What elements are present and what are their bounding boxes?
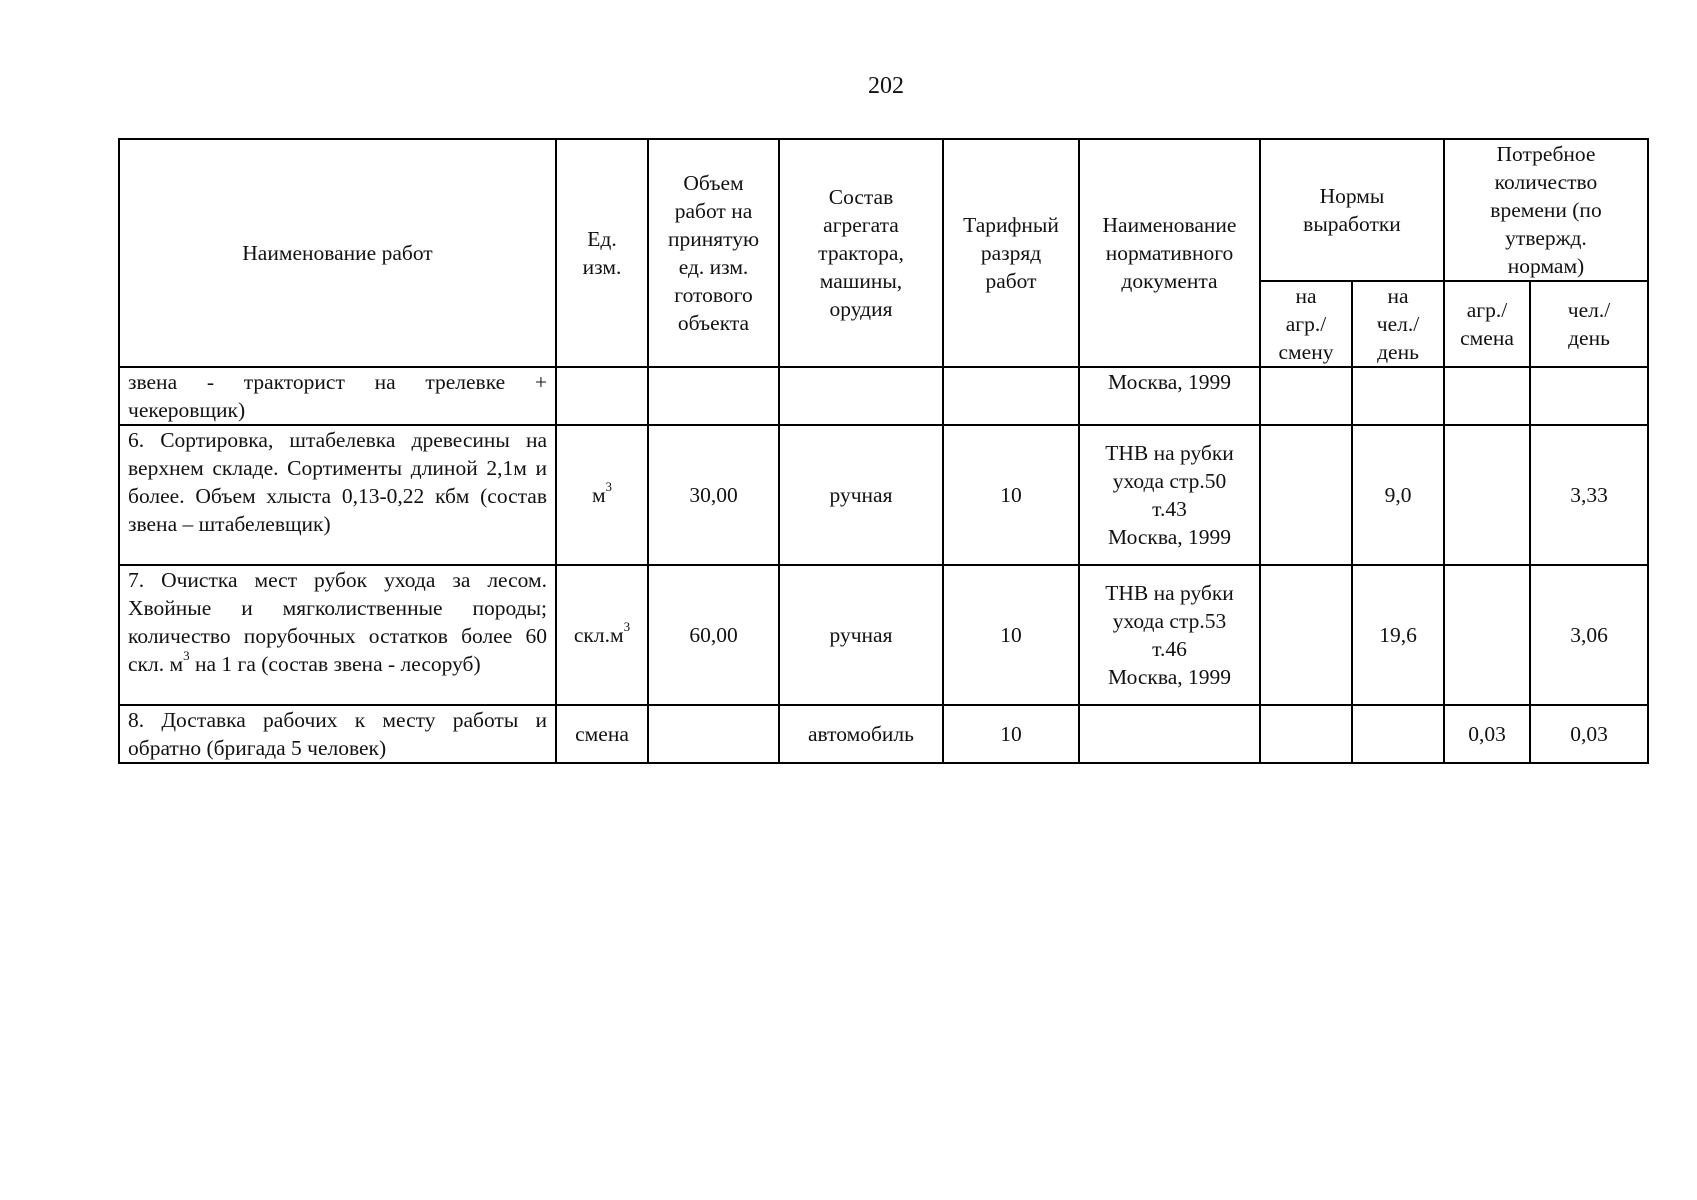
cell-tariff: 10	[943, 425, 1079, 565]
cell-norm-agr	[1260, 367, 1352, 425]
cell-time-man: 3,06	[1530, 565, 1648, 705]
cell-norm-agr	[1260, 425, 1352, 565]
header-time: Потребное количество времени (по утвержд. нормам)	[1444, 139, 1648, 281]
header-time-agr: агр./ смена	[1444, 281, 1530, 367]
cell-aggregate: автомобиль	[779, 705, 943, 763]
header-document: Наименование нормативного документа	[1079, 139, 1260, 367]
cell-time-agr: 0,03	[1444, 705, 1530, 763]
cell-time-man	[1530, 367, 1648, 425]
cell-norm-man: 19,6	[1352, 565, 1444, 705]
cell-tariff	[943, 367, 1079, 425]
cell-norm-man	[1352, 705, 1444, 763]
header-volume: Объем работ на принятую ед. изм. готового объекта	[648, 139, 779, 367]
works-table	[118, 138, 1649, 764]
cell-unit	[556, 367, 648, 425]
cell-name: 7. Очистка мест рубок ухода за лесом. Хвойные и мягколиственные породы; количество порубочных остатков более 60 скл. $м^3$ на 1 га (состав звена - лесоруб)	[119, 565, 556, 705]
header-time-man: чел./ день	[1530, 281, 1648, 367]
cell-name: 8. Доставка рабочих к месту работы и обратно (бригада 5 человек)	[119, 705, 556, 763]
header-norms: Нормы выработки	[1260, 139, 1444, 281]
cell-unit: $м^3$	[556, 425, 648, 565]
name-superscript: 3	[183, 647, 190, 663]
unit-superscript: 3	[605, 478, 613, 494]
cell-time-agr	[1444, 425, 1530, 565]
cell-aggregate	[779, 367, 943, 425]
table-row	[119, 705, 1648, 763]
table-row	[119, 565, 1648, 705]
cell-document: ТНВ на рубки ухода стр.53 т.46 Москва, 1999	[1079, 565, 1260, 705]
cell-aggregate: ручная	[779, 565, 943, 705]
cell-name: звена - тракторист на трелевке + чекеровщик)	[119, 367, 556, 425]
table-row	[119, 425, 1648, 565]
cell-volume	[648, 705, 779, 763]
cell-document: ТНВ на рубки ухода стр.50 т.43 Москва, 1999	[1079, 425, 1260, 565]
cell-volume: 30,00	[648, 425, 779, 565]
header-name: Наименование работ	[119, 139, 556, 367]
cell-name: 6. Сортировка, штабелевка древесины на верхнем складе. Сортименты длиной 2,1м и более. Объем хлыста 0,13-0,22 кбм (состав звена – штабелевщик)	[119, 425, 556, 565]
header-norms-agr: на агр./ смену	[1260, 281, 1352, 367]
header-tariff: Тарифный разряд работ	[943, 139, 1079, 367]
header-norms-man: на чел./ день	[1352, 281, 1444, 367]
cell-document	[1079, 705, 1260, 763]
cell-norm-man: 9,0	[1352, 425, 1444, 565]
cell-tariff: 10	[943, 565, 1079, 705]
page-number: 202	[868, 73, 904, 99]
header-unit: Ед. изм.	[556, 139, 648, 367]
header-aggregate: Состав агрегата трактора, машины, орудия	[779, 139, 943, 367]
cell-time-agr	[1444, 367, 1530, 425]
cell-norm-agr	[1260, 705, 1352, 763]
cell-norm-agr	[1260, 565, 1352, 705]
unit-superscript: 3	[623, 618, 631, 634]
cell-volume	[648, 367, 779, 425]
cell-volume: 60,00	[648, 565, 779, 705]
cell-norm-man	[1352, 367, 1444, 425]
cell-tariff: 10	[943, 705, 1079, 763]
cell-time-man: 0,03	[1530, 705, 1648, 763]
cell-time-man: 3,33	[1530, 425, 1648, 565]
cell-aggregate: ручная	[779, 425, 943, 565]
table-row	[119, 367, 1648, 425]
cell-time-agr	[1444, 565, 1530, 705]
cell-unit: $скл.м^3$	[556, 565, 648, 705]
cell-document: Москва, 1999	[1079, 367, 1260, 425]
cell-unit: смена	[556, 705, 648, 763]
